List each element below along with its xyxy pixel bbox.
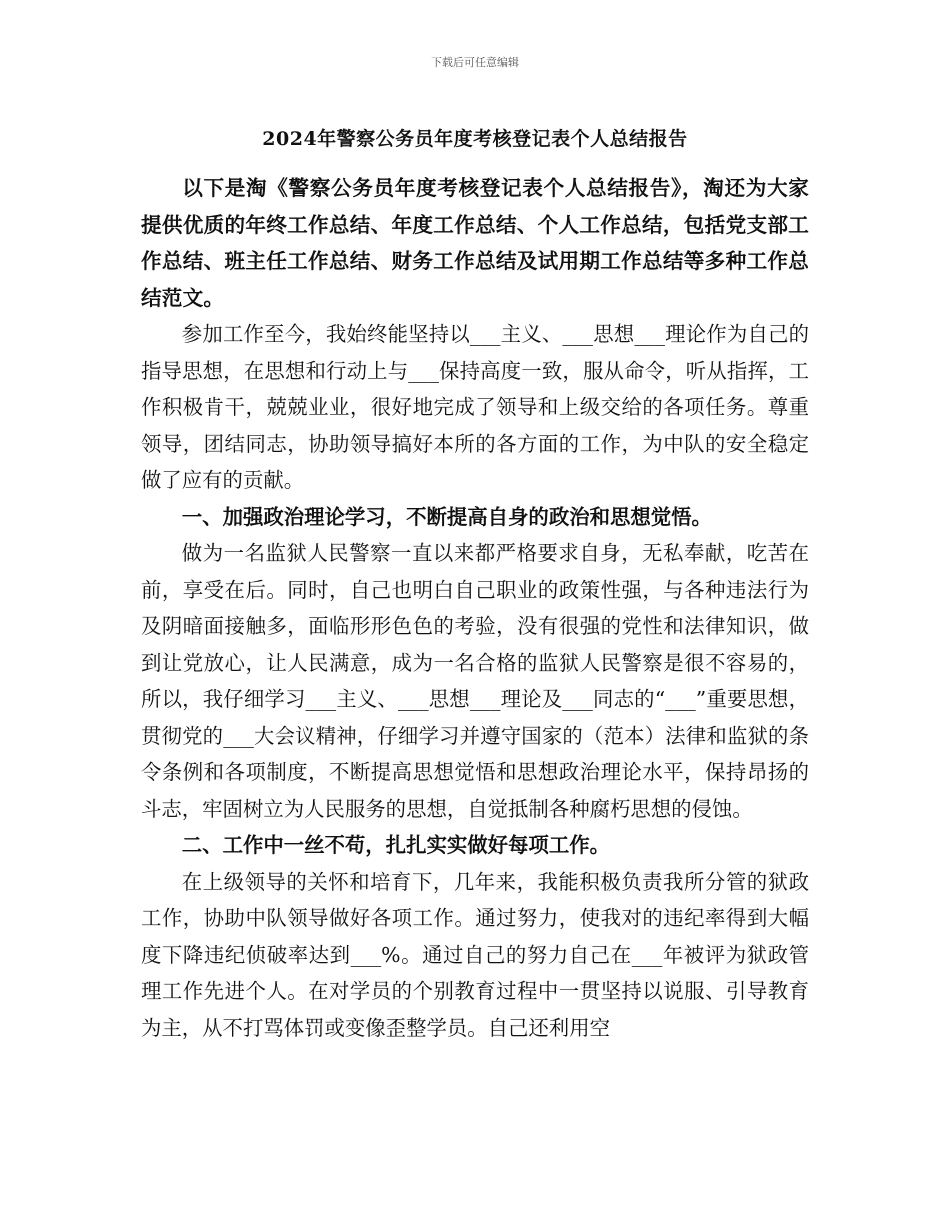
body-paragraph-1: 参加工作至今，我始终能坚持以___主义、___思想___理论作为自己的指导思想，在思想和行动上与___保持高度一致，服从命令，听从指挥，工作积极肯干，兢兢业业，很好地完成了领导和上级交给的各项任务。尊重领导，团结同志，协助领导搞好本所的各方面的工作，为中队的安全稳定做了应有的贡献。 — [141, 322, 809, 492]
document-title: 2024年警察公务员年度考核登记表个人总结报告 — [262, 128, 688, 150]
body-paragraph-3: 在上级领导的关怀和培育下，几年来，我能积极负责我所分管的狱政工作，协助中队领导做好各项工作。通过努力，使我对的违纪率得到大幅度下降违纪侦破率达到___%。通过自己的努力自己在___年被评为狱政管理工作先进个人。在对学员的个别教育过程中一贯坚持以说服、引导教育为主，从不打骂体罚或变像歪整学员。自己还利用空 — [141, 869, 809, 1040]
section-heading-2: 二、工作中一丝不苟，扎扎实实做好每项工作。 — [181, 833, 610, 857]
page-header-note: 下载后可任意编辑 — [431, 56, 519, 69]
document-body — [141, 170, 809, 1046]
section-heading-1: 一、加强政治理论学习，不断提高自身的政治和思想觉悟。 — [181, 504, 712, 529]
intro-paragraph: 以下是淘《警察公务员年度考核登记表个人总结报告》，淘还为大家提供优质的年终工作总结、年度工作总结、个人工作总结，包括党支部工作总结、班主任工作总结、财务工作总结及试用期工作总结等多种工作总结范文。 — [141, 176, 809, 310]
body-paragraph-2: 做为一名监狱人民警察一直以来都严格要求自身，无私奉献，吃苦在前，享受在后。同时，自己也明白自己职业的政策性强，与各种违法行为及阴暗面接触多，面临形形色色的考验，没有很强的党性和法律知识，做到让党放心，让人民满意，成为一名合格的监狱人民警察是很不容易的，所以，我仔细学习___主义、___思想___理论及___同志的“___”重要思想，贯彻党的___大会议精神，仔细学习并遵守国家的（范本）法律和监狱的条令条例和各项制度，不断提高思想觉悟和思想政治理论水平，保持昂扬的斗志，牢固树立为人民服务的思想，自觉抵制各种腐朽思想的侵蚀。 — [141, 541, 809, 821]
